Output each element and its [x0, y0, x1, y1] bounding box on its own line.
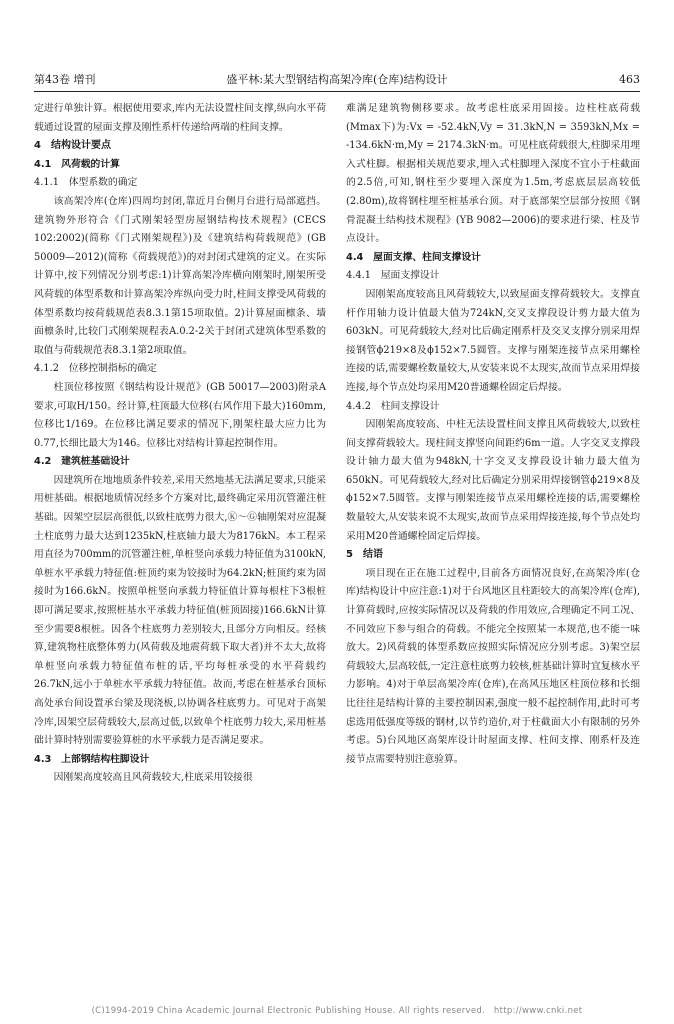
subsubsection-heading: 4.4.2 柱间支撑设计 — [346, 400, 440, 412]
body-paragraph: 该高架冷库(仓库)四周均封闭,靠近月台侧月台进行局部遮挡。建筑物外形符合《门式刚架轻型房屋钢结构技术规程》(CECS 102:2002)(简称《门式刚架规程》)及《建筑结构荷载规范》(GB 50009—2012)(简称《荷载规范》)的对封闭式建筑的定义。在实际计算中,按下列情况分别考虑:1)计算高架冷库横向刚架时,刚架所受风荷载的体型系数和计算高架冷库纵向受力时,柱间支撑受风荷载的体型系数均按荷载规范表8.3.1第15项取值。2)计算屋面檩条、墙面檩条时,比较门式刚架规程表A.0.2-2关于封闭式建筑体型系数的取值与荷载规范表8.3.1第2项取值。 — [34, 195, 326, 356]
body-paragraph: 因建筑所在地地质条件较差,采用天然地基无法满足要求,只能采用桩基础。根据地质情况经多个方案对比,最终确定采用沉管灌注桩基础。因架空层层高很低,以致柱底剪力很大,Ⓚ～Ⓖ轴刚架对应混凝土柱底剪力最大达到1235kN,柱底轴力最大为8176kN。本工程采用直径为700mm的沉管灌注桩,单桩竖向承载力特征值为3100kN,单桩水平承载力特征值:桩顶约束为铰接时为64.2kN;桩顶约束为固接时为166.6kN。按照单桩竖向承载力特征值计算每根柱下3根桩即可满足要求,按照桩基水平承载力特征值(桩顶固接)166.6kN计算至少需要8根桩。因各个柱底剪力差别较大,且部分方向相反。经核算,建筑物柱底整体剪力(风荷载及地震荷载下取大者)并不太大,故将单桩竖向承载力特征值布桩的话,平均每桩承受的水平荷载约26.7kN,远小于单桩水平承载力特征值。故而,考虑在桩基承台顶标高处承台间设置承台梁及现浇板,以协调各柱底剪力。可见对于高架冷库,因架空层荷载较大,层高过低,以致单个柱底剪力较大,采用桩基础计算时特别需要验算桩的水平承载力是否满足要求。 — [34, 474, 326, 747]
subsubsection-heading: 4.4.1 屋面支撑设计 — [346, 270, 440, 282]
subsection-heading: 4.2 建筑桩基础设计 — [34, 456, 130, 468]
body-paragraph: 因刚架高度较高且风荷载较大,以致屋面支撑荷载较大。支撑直杆作用轴力设计值最大值为724kN,交叉支撑段设计剪力最大值为603kN。可见荷载较大,经对比后确定刚系杆及交叉支撑分别采用焊接钢管ϕ219×8及ϕ152×7.5圆管。支撑与刚架连接节点采用螺栓连接的话,需要螺栓数量较大,从安装来说不太现实,故而节点采用焊接连接,每个节点处均采用M20普通螺栓固定后焊接。 — [346, 288, 640, 393]
subsubsection-heading: 4.1.2 位移控制指标的确定 — [34, 363, 157, 375]
subsection-heading: 4.1 风荷载的计算 — [34, 158, 120, 170]
subsubsection-heading: 4.1.1 体型系数的确定 — [34, 177, 138, 189]
body-paragraph: 因刚架高度较高、中柱无法设置柱间支撑且风荷载较大,以致柱间支撑荷载较大。现柱间支撑竖向间距约6m一道。人字交叉支撑段设计轴力最大值为948kN,十字交叉支撑段设计轴力最大值为650kN。可见荷载较大,经对比后确定分别采用焊接钢管ϕ219×8及ϕ152×7.5圆管。支撑与刚架连接节点采用螺栓连接的话,需要螺栓数量较大,从安装来说不太现实,故而节点采用焊接连接,每个节点处均采用M20普通螺栓固定后焊接。 — [346, 419, 640, 542]
left-column — [34, 100, 326, 788]
running-header — [34, 72, 640, 88]
article-running-title: 盛平林:某大型钢结构高架冷库(仓库)结构设计 — [226, 73, 448, 86]
body-paragraph: 柱顶位移按照《钢结构设计规范》(GB 50017—2003)附录A要求,可取H/150。经计算,柱顶最大位移(右风作用下最大)160mm,位移比1/169。在位移比满足要求的情况下,刚架柱最大应力比为0.77,长细比最大为146。位移比对结构计算起控制作用。 — [34, 381, 326, 449]
section-heading: 5 结语 — [346, 549, 383, 561]
subsection-heading: 4.4 屋面支撑、柱间支撑设计 — [346, 251, 481, 263]
page-number: 463 — [619, 73, 640, 86]
body-paragraph: 因刚架高度较高且风荷载较大,柱底采用铰接很 — [53, 772, 253, 784]
subsection-heading: 4.3 上部钢结构柱脚设计 — [34, 753, 150, 765]
section-heading: 4 结构设计要点 — [34, 140, 111, 152]
body-paragraph: 难满足建筑物侧移要求。故考虑柱底采用固接。边柱柱底荷载(Mmax下)为:Vx = -52.4kN,Vy = 31.3kN,N = 3593kN,Mx = -134.6kN·m,My = 2174.3kN·m。可见柱底荷载很大,柱脚采用埋入式柱脚。根据相关规范要求,埋入式柱脚埋入深度不宜小于柱截面的2.5倍,可知,钢柱至少要埋入深度为1.5m,考虑底层层高较低(2.80m),故将钢柱埋至桩基承台顶。对于底部架空层部分按照《钢骨混凝土结构技术规程》(YB 9082—2006)的要求进行梁、柱及节点设计。 — [346, 103, 640, 245]
right-column — [346, 100, 640, 769]
header-rule — [34, 91, 640, 92]
copyright-footer: (C)1994-2019 China Academic Journal Electronic Publishing House. All rights reserved. http://www.cnki.net — [91, 1006, 583, 1016]
journal-volume: 第43卷 增刊 — [34, 73, 96, 86]
body-paragraph: 项目现在正在施工过程中,目前各方面情况良好,在高架冷库(仓库)结构设计中应注意:1)对于台风地区且柱距较大的高架冷库(仓库),计算荷载时,应按实际情况以及荷载的作用效应,合理确定不同工况、不同效应下参与组合的荷载。不能完全按照某一本规范,也不能一味放大。2)风荷载的体型系数应按照实际情况应分别考虑。3)架空层荷载较大,层高较低,一定注意柱底剪力较核,桩基础计算时宜复核水平力影响。4)对于单层高架冷库(仓库),在高风压地区柱顶位移和长细比往往是结构计算的主要控制因素,强度一般不起控制作用,此时可考虑选用低强度等级的钢材,以节约造价,对于柱截面大小有限制的另外考虑。5)台风地区高架库设计时屋面支撑、柱间支撑、刚系杆及连接节点需要特别注意验算。 — [346, 567, 640, 765]
body-paragraph: 定进行单独计算。根据使用要求,库内无法设置柱间支撑,纵向水平荷载通过设置的屋面支撑及刚性系杆传递给两端的柱间支撑。 — [34, 103, 326, 133]
